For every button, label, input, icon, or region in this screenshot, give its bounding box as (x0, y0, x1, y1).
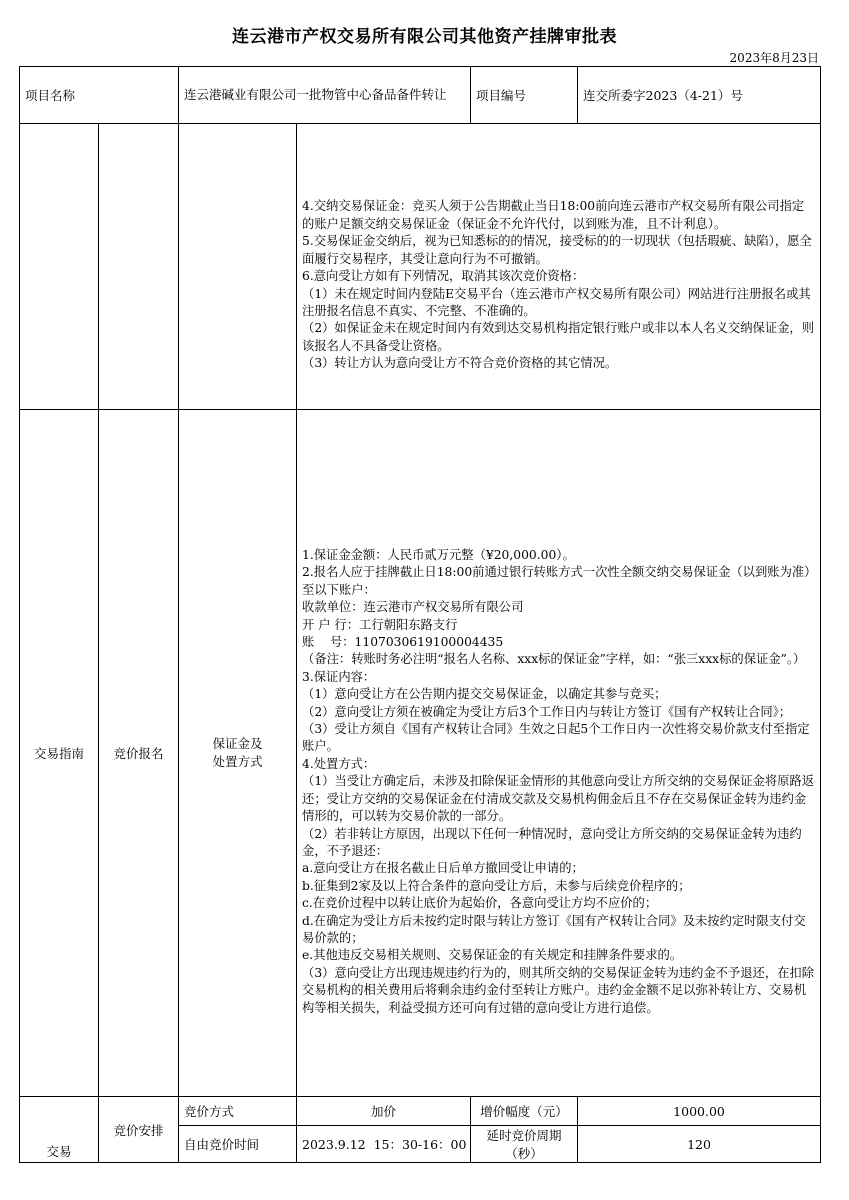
deposit-line: 4.处置方式： (302, 756, 376, 771)
free-bid-time-value: 2023.9.12 15：30-16：00 (297, 1126, 471, 1163)
increment-label: 增价幅度（元） (471, 1097, 578, 1126)
conditions-row (20, 124, 821, 410)
bid-method-label: 竞价方式 (179, 1097, 297, 1126)
bid-registration-label: 竞价报名 (99, 410, 179, 1097)
conditions-col3 (179, 124, 297, 410)
bidding-row-1 (20, 1097, 821, 1126)
project-row (20, 67, 821, 124)
conditions-col2 (99, 124, 179, 410)
increment-value: 1000.00 (578, 1097, 821, 1126)
extension-period-value: 120 (578, 1126, 821, 1163)
deposit-line: （2）若非转让方原因，出现以下任何一种情况时，意向受让方所交纳的交易保证金转为违约金，不予退还： (302, 826, 802, 858)
deposit-line: 2.报名人应于挂牌截止日18:00前通过银行转账方式一次性全额交纳交易保证金（以到账为准）至以下账户： (302, 565, 811, 597)
deposit-line: d.在确定为受让方后未按约定时限与转让方签订《国有产权转让合同》及未按约定时限支付交易价款的； (302, 913, 806, 945)
conditions-line: （1）未在规定时间内登陆E交易平台（连云港市产权交易所有限公司）网站进行注册报名或其注册报名信息不真实、不完整、不准确的。 (302, 286, 811, 318)
deposit-line: （3）意向受让方出现违规违约行为的，则其所交纳的交易保证金转为违约金不予退还，在扣除交易机构的相关费用后将剩余违约金付至转让方账户。违约金金额不足以弥补转让方、交易机构等相关损失，利益受损方还可向有过错的意向受让方进行追偿。 (302, 965, 815, 1015)
deposit-row (20, 410, 821, 1097)
project-name-label: 项目名称 (20, 67, 179, 124)
conditions-line: 6.意向受让方如有下列情况，取消其该次竞价资格： (302, 269, 585, 284)
project-name-value: 连云港碱业有限公司一批物管中心备品备件转让 (179, 67, 471, 124)
approval-table (19, 66, 821, 1163)
deposit-line: 1.保证金金额：人民币贰万元整（¥20,000.00）。 (302, 548, 575, 563)
conditions-line: 4.交纳交易保证金：竞买人须于公告期截止当日18:00前向连云港市产权交易所有限公司指定的账户足额交纳交易保证金（保证金不允许代付，以到账为准，且不计利息）。 (302, 199, 805, 231)
trade-label: 交易 (20, 1097, 99, 1163)
deposit-line: b.征集到2家及以上符合条件的意向受让方后，未参与后续竞价程序的； (302, 878, 691, 893)
conditions-col1 (20, 124, 99, 410)
deposit-line: a.意向受让方在报名截止日后单方撤回受让申请的； (302, 861, 584, 876)
conditions-line: 5.交易保证金交纳后，视为已知悉标的的情况，接受标的的一切现状（包括瑕疵、缺陷），愿全面履行交易程序，其受让意向行为不可撤销。 (302, 234, 812, 266)
deposit-line: （备注：转账时务必注明“报名人名称、xxx标的保证金”字样，如：“张三xxx标的保证金”。） (302, 652, 806, 667)
trade-guide-label: 交易指南 (20, 410, 99, 1097)
bid-method-value: 加价 (297, 1097, 471, 1126)
deposit-line: （1）当受让方确定后，未涉及扣除保证金情形的其他意向受让方所交纳的交易保证金将原路返还；受让方交纳的交易保证金在付清成交款及交易机构佣金后且不存在交易保证金转为违约金情形的，可以转为交易价款的一部分。 (302, 774, 815, 824)
deposit-line: （2）意向受让方须在被确定为受让方后3个工作日内与转让方签订《国有产权转让合同》； (302, 704, 792, 719)
deposit-content (297, 410, 821, 1097)
deposit-disposal-line1: 保证金及 (212, 736, 263, 751)
deposit-line: e.其他违反交易相关规则、交易保证金的有关规定和挂牌条件要求的。 (302, 948, 683, 963)
document-date: 2023年8月23日 (729, 51, 819, 65)
deposit-line: 3.保证内容： (302, 669, 376, 684)
deposit-line: （1）意向受让方在公告期内提交交易保证金，以确定其参与竞买； (302, 687, 667, 702)
document-title: 连云港市产权交易所有限公司其他资产挂牌审批表 (232, 27, 617, 47)
conditions-content (297, 124, 821, 410)
project-no-label: 项目编号 (471, 67, 578, 124)
bidding-arrangement-label: 竞价安排 (99, 1097, 179, 1163)
extension-period-label: 延时竞价周期（秒） (471, 1126, 578, 1163)
deposit-disposal-line2: 处置方式 (212, 754, 263, 769)
free-bid-time-label: 自由竞价时间 (179, 1126, 297, 1163)
deposit-line: 账 号：1107030619100004435 (302, 635, 504, 650)
deposit-line: 开 户 行：工行朝阳东路支行 (302, 617, 458, 632)
project-no-value: 连交所委字2023（4-21）号 (578, 67, 821, 124)
conditions-line: （2）如保证金未在规定时间内有效到达交易机构指定银行账户或非以本人名义交纳保证金，则该报名人不具备受让资格。 (302, 321, 815, 353)
deposit-line: c.在竞价过程中以转让底价为起始价，各意向受让方均不应价的； (302, 896, 658, 911)
deposit-disposal-label (179, 410, 297, 1097)
deposit-line: （3）受让方须自《国有产权转让合同》生效之日起5个工作日内一次性将交易价款支付至指定账户。 (302, 722, 810, 754)
conditions-line: （3）转让方认为意向受让方不符合竞价资格的其它情况。 (302, 356, 618, 371)
deposit-line: 收款单位：连云港市产权交易所有限公司 (302, 600, 524, 615)
